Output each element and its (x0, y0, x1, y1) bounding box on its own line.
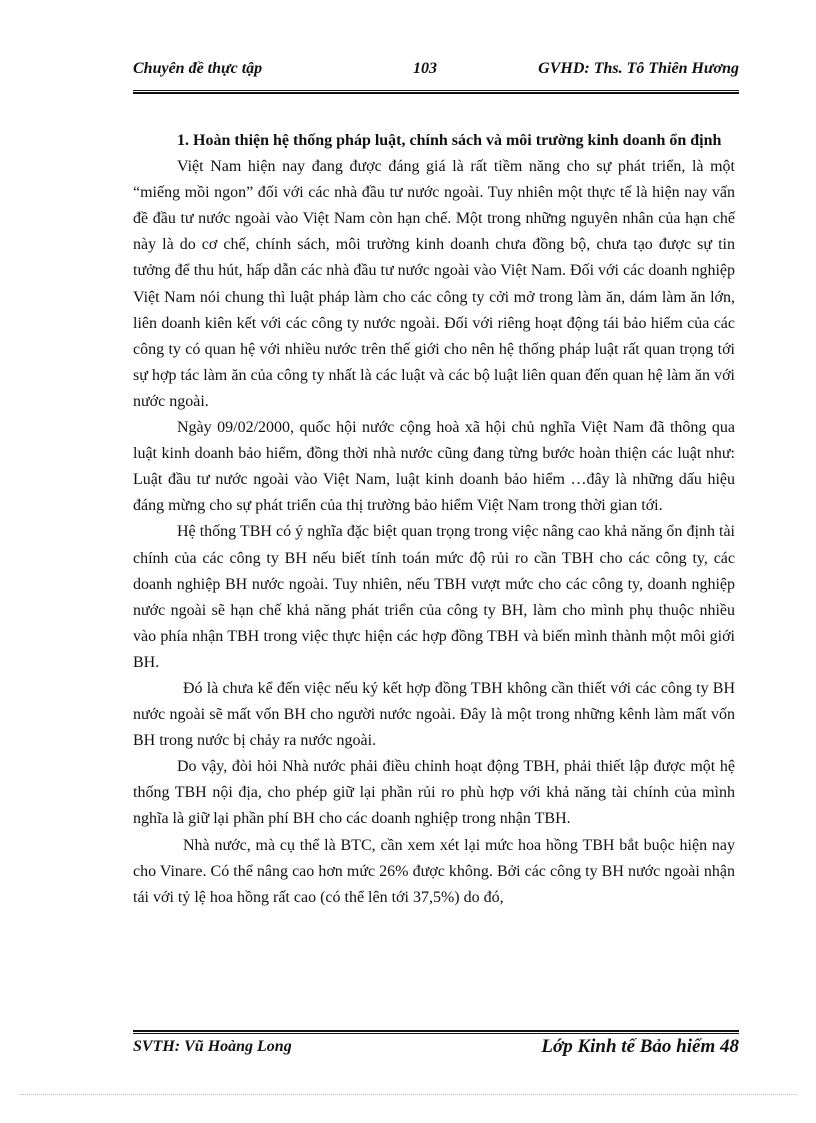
header-title: Chuyên đề thực tập (133, 60, 263, 77)
footer-rule (133, 1030, 739, 1034)
page-number: 103 (413, 60, 437, 77)
section-heading: 1. Hoàn thiện hệ thống pháp luật, chính sách và môi trường kinh doanh ổn định (177, 132, 722, 149)
page-bottom-border (20, 1094, 796, 1095)
footer-class: Lớp Kinh tế Bảo hiểm 48 (541, 1036, 739, 1057)
header-rule (133, 90, 739, 94)
paragraph: Đó là chưa kể đến việc nếu ký kết hợp đồng TBH không cần thiết với các công ty BH nước ngoài sẽ mất vốn BH cho người nước ngoài. Đây là một trong những kênh làm mất vốn BH trong nước bị chảy ra nước ngoài. (133, 679, 735, 750)
paragraph: Do vậy, đòi hỏi Nhà nước phải điều chỉnh hoạt động TBH, phải thiết lập được một hệ thống TBH nội địa, cho phép giữ lại phần rủi ro phù hợp với khả năng tài chính của mình nghĩa là giữ lại phần phí BH cho các doanh nghiệp trong nhận TBH. (133, 758, 735, 828)
header-supervisor: GVHD: Ths. Tô Thiên Hương (538, 60, 739, 77)
paragraph: Hệ thống TBH có ý nghĩa đặc biệt quan trọng trong việc nâng cao khả năng ổn định tài chính của các công ty BH nếu biết tính toán mức độ rủi ro cần TBH cho các công ty, các doanh nghiệp BH nước ngoài. Tuy nhiên, nếu TBH vượt mức cho các công ty, doanh nghiệp nước ngoài sẽ hạn chế khả năng phát triển của công ty BH, làm cho mình phụ thuộc nhiều vào phía nhận TBH trong việc thực hiện các hợp đồng TBH và biến mình thành một môi giới BH. (133, 523, 735, 671)
footer-student: SVTH: Vũ Hoàng Long (133, 1038, 292, 1055)
page-body (133, 128, 735, 911)
paragraph: Ngày 09/02/2000, quốc hội nước cộng hoà xã hội chủ nghĩa Việt Nam đã thông qua luật kinh doanh bảo hiểm, đồng thời nhà nước cũng đang từng bước hoàn thiện các luật như: Luật đầu tư nước ngoài vào Việt Nam, luật kinh doanh bảo hiểm …đây là những dấu hiệu đáng mừng cho sự phát triển của thị trường bảo hiểm Việt Nam trong thời gian tới. (133, 419, 735, 515)
page-footer (133, 1036, 739, 1060)
page-header (133, 60, 739, 82)
paragraph: Nhà nước, mà cụ thể là BTC, cần xem xét lại mức hoa hồng TBH bắt buộc hiện nay cho Vinare. Có thể nâng cao hơn mức 26% được không. Bởi các công ty BH nước ngoài nhận tái với tỷ lệ hoa hồng rất cao (có thể lên tới 37,5%) do đó, (133, 836, 735, 906)
paragraph: Việt Nam hiện nay đang được đáng giá là rất tiềm năng cho sự phát triển, là một “miếng mồi ngon” đối với các nhà đầu tư nước ngoài. Tuy nhiên một thực tế là hiện nay vấn đề đầu tư nước ngoài vào Việt Nam còn hạn chế. Một trong những nguyên nhân của hạn chế này là do cơ chế, chính sách, môi trường kinh doanh chưa đồng bộ, chưa tạo được sự tin tưởng để thu hút, hấp dẫn các nhà đầu tư nước ngoài vào Việt Nam. Đối với các doanh nghiệp Việt Nam nói chung thì luật pháp làm cho các công ty cởi mở trong làm ăn, dám làm ăn lớn, liên doanh kiên kết với các công ty nước ngoài. Đối với riêng hoạt động tái bảo hiểm của các công ty có quan hệ với nhiều nước trên thế giới cho nên hệ thống pháp luật rất quan trọng tới sự hợp tác làm ăn của công ty nhất là các luật và các bộ luật liên quan đến quan hệ làm ăn với nước ngoài. (133, 158, 735, 410)
